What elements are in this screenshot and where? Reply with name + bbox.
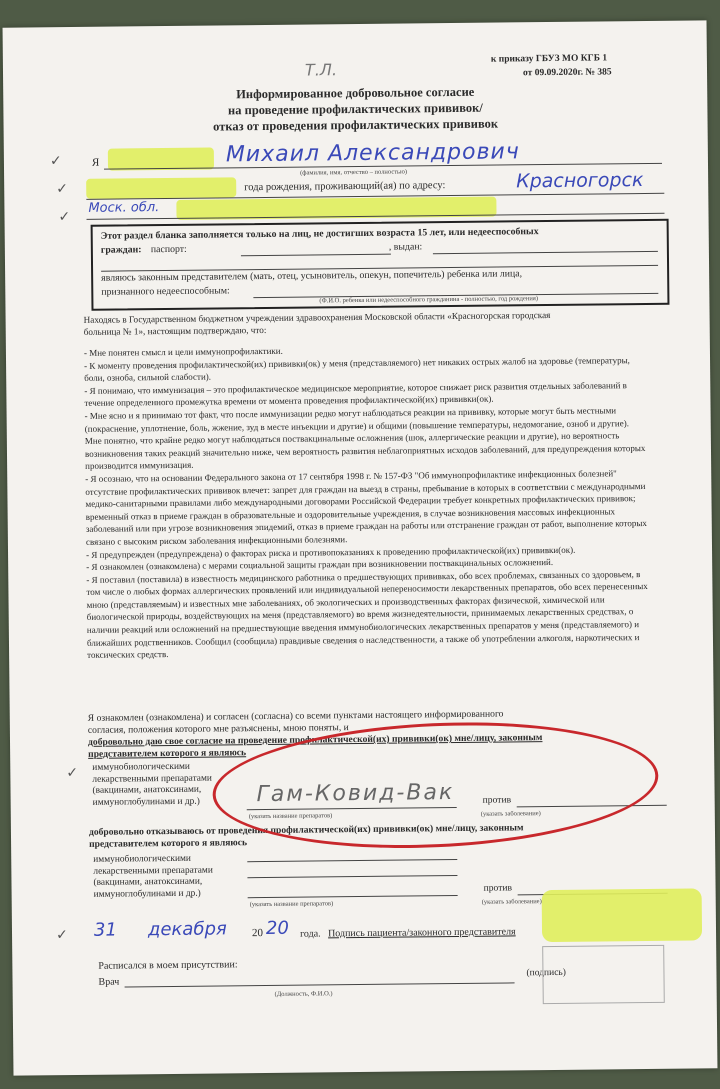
- title-line1: Информированное добровольное согласие: [236, 84, 475, 102]
- year-label: года.: [299, 928, 321, 940]
- redaction-highlight: [86, 177, 236, 199]
- statement-item: - К моменту проведения профилактической(их) прививки(ок) у меня (представляемого) нет никаких острых жалоб на здоровье (температуры, боли, озноба, сильной слабости).: [84, 354, 630, 384]
- handwritten-region: Моск. обл.: [88, 200, 160, 216]
- agreement-drug-caption: (указать название препаратов): [248, 812, 333, 821]
- refusal-drug-line: [248, 895, 458, 898]
- statement-item: - Я поставил (поставила) в известность медицинского работника о предшествующих прививках, обо всех проблемах, связанных со здоровьем, в том числе о любых формах аллергических проявлений или индивидуальной непереносимости лекарственных препаратов, обо всех перенесенных мною (представляемым) и известных мне заболеваниях, об экологических и производственных факторах физической, химической или биологической природы, воздействующих на меня (представляемого) во время жизнедеятельности, принимаемых лекарственных средствах, о наличии реакций или осложнений на предшествующие введения иммунобиологических лекарственных препаратов у меня (представляемого) и ближайших родственников. Сообщил (сообщила) правдивые сведения о наследственности, а также об употреблении алкоголя, наркотических и токсических средств.: [86, 568, 648, 661]
- title-line2: на проведение профилактических прививок/: [227, 100, 483, 118]
- doctor-line: [125, 982, 515, 987]
- refusal-line1: добровольно отказываюсь от проведения профилактической(их) прививки(ок) мне/лицу, законным: [88, 822, 524, 838]
- guardian-box-line3: являюсь законным представителем (мать, отец, усыновитель, опекун, попечитель) ребенка или лица,: [101, 268, 523, 284]
- handwritten-month: декабря: [147, 918, 227, 941]
- agreement-line2: согласия, положения которого мне разъяснены, мною поняты, и: [87, 722, 349, 736]
- check-mark-icon: ✓: [66, 764, 79, 782]
- redaction-highlight: [542, 888, 703, 942]
- guardian-caption: (Ф.И.О. ребенка или недееспособного гражданина - полностью, год рождения): [319, 295, 539, 305]
- check-mark-icon: ✓: [56, 181, 69, 198]
- handwritten-mark: Т.Л.: [304, 60, 338, 80]
- issued-field-line: [433, 251, 658, 254]
- refusal-drug-caption: (указать название препаратов): [249, 900, 334, 909]
- refusal-line-a: [247, 859, 457, 862]
- name-caption: (фамилия, имя, отчество – полностью): [300, 168, 408, 177]
- issued-label: , выдан:: [388, 241, 423, 253]
- ya-label: Я: [91, 156, 100, 169]
- signature-label: Подпись пациента/законного представителя: [327, 926, 516, 940]
- year-prefix: 20: [251, 927, 264, 940]
- doctor-label: Врач: [98, 976, 120, 988]
- title-line3: отказ от проведения профилактических прививок: [213, 116, 499, 134]
- passport-label: паспорт:: [150, 243, 187, 256]
- guardian-box-line1: Этот раздел бланка заполняется только на лиц, не достигших возраста 15 лет, или недееспособных: [100, 226, 539, 242]
- consent-form-page: [3, 20, 718, 1075]
- position-caption: (Должность, Ф.И.О.): [274, 990, 333, 998]
- statement-item: - Я предупрежден (предупреждена) о факторах риска и противопоказаниях к проведению профилактической(их) прививки(ок).: [85, 544, 576, 560]
- handwritten-day: 31: [93, 919, 118, 941]
- check-mark-icon: ✓: [55, 927, 68, 944]
- statement-item: - Мне понятен смысл и цели иммунопрофилактики.: [83, 345, 283, 358]
- refusal-against-label: против: [483, 882, 513, 894]
- handwritten-year: 20: [265, 917, 289, 940]
- check-mark-icon: ✓: [49, 153, 62, 170]
- location-line1: Находясь в Государственном бюджетном учреждении здравоохранения Московской области «Красногорская городская: [83, 309, 551, 325]
- agreement-line1: Я ознакомлен (ознакомлена) и согласен (согласна) со всеми пунктами настоящего информированного: [87, 708, 504, 724]
- sign-caption: (подпись): [526, 967, 566, 979]
- agreement-line3: добровольно даю свое согласие на проведение профилактической(их) прививки(ок) мне/лицу, законным: [87, 732, 543, 748]
- statement-item: - Мне ясно и я принимаю тот факт, что после иммунизации редко могут наблюдаться реакции на прививку, которые могут быть местными (покраснение, уплотнение, боль, жжение, зуд в месте инъекции и другие) и общими (повышение температуры, недомогание, озноб и другие). Мне понятно, что крайне редко могут наблюдаться поствакцинальные осложнения (шок, аллергические реакции и другие), но вероятность возникновения таких реакций значительно ниже, чем вероятность развития неблагоприятных исходов заболеваний, для предупреждения которых производится иммунизация.: [84, 405, 646, 472]
- guardian-box-line2-label: граждан:: [100, 244, 142, 256]
- agreement-drug-list-label: иммунобиологическими лекарственными препаратами (вакцинами, анатоксинами, иммуноглобулинами и др.): [92, 761, 212, 808]
- statement-item: - Я осознаю, что на основании Федерального закона от 17 сентября 1998 г. № 157-ФЗ "Об иммунопрофилактике инфекционных болезней" отсутствие профилактических прививок влечет: запрет для граждан на выезд в страны, пребывание в которых в соответствии с международными медико-санитарными правилами либо международными договорами Российской Федерации требует конкретных профилактических прививок; временный отказ в приеме граждан в образовательные и оздоровительные учреждения, в случае возникновения массовых инфекционных заболеваний или при угрозе возникновения эпидемий, отказ в приеме граждан на работы или отстранение граждан от работ, выполнение которых связано с высоким риском заболевания инфекционными болезнями.: [85, 468, 647, 547]
- refusal-line2: представителем которого я являюсь: [89, 837, 248, 850]
- statements-block: [84, 341, 649, 662]
- guardian-section-box: [91, 219, 670, 311]
- handwritten-name: Михаил Александрович: [225, 139, 520, 168]
- birth-address-label: года рождения, проживающий(ая) по адресу:: [244, 180, 446, 194]
- guardian-box-line4: признанного недееспособным:: [101, 285, 230, 298]
- passport-field-line: [241, 254, 391, 257]
- statement-item: - Я понимаю, что иммунизация – это профилактическое медицинское мероприятие, которое снижает риск развития отдельных заболеваний в течение определенного промежутка времени от момента проведения профилактической(их) прививки(ок).: [84, 379, 627, 409]
- agreement-line4: представителем которого я являюсь: [88, 747, 247, 760]
- agreement-disease-caption: (указать заболевание): [480, 810, 541, 818]
- refusal-disease-caption: (указать заболевание): [481, 898, 542, 906]
- handwritten-vaccine-name: Гам-Ковид-Вак: [256, 780, 455, 808]
- location-line2: больница № 1», настоящим подтверждаю, что:: [83, 324, 267, 337]
- order-reference-line2: от 09.09.2020г. № 385: [522, 67, 612, 79]
- witness-label: Расписался в моем присутствии:: [98, 959, 238, 972]
- refusal-drug-list-label: иммунобиологическими лекарственными препаратами (вакцинами, анатоксинами, иммуноглобулинами и др.): [93, 853, 213, 900]
- refusal-line-b: [247, 875, 457, 878]
- handwritten-city: Красногорск: [516, 169, 644, 193]
- check-mark-icon: ✓: [58, 209, 71, 226]
- order-reference-line1: к приказу ГБУЗ МО КГБ 1: [490, 53, 608, 65]
- statement-item: - Я ознакомлен (ознакомлена) с мерами социальной защиты граждан при возникновении поствакцинальных осложнений.: [86, 557, 554, 572]
- signature-box: [542, 945, 665, 1004]
- agreement-against-label: против: [482, 794, 512, 806]
